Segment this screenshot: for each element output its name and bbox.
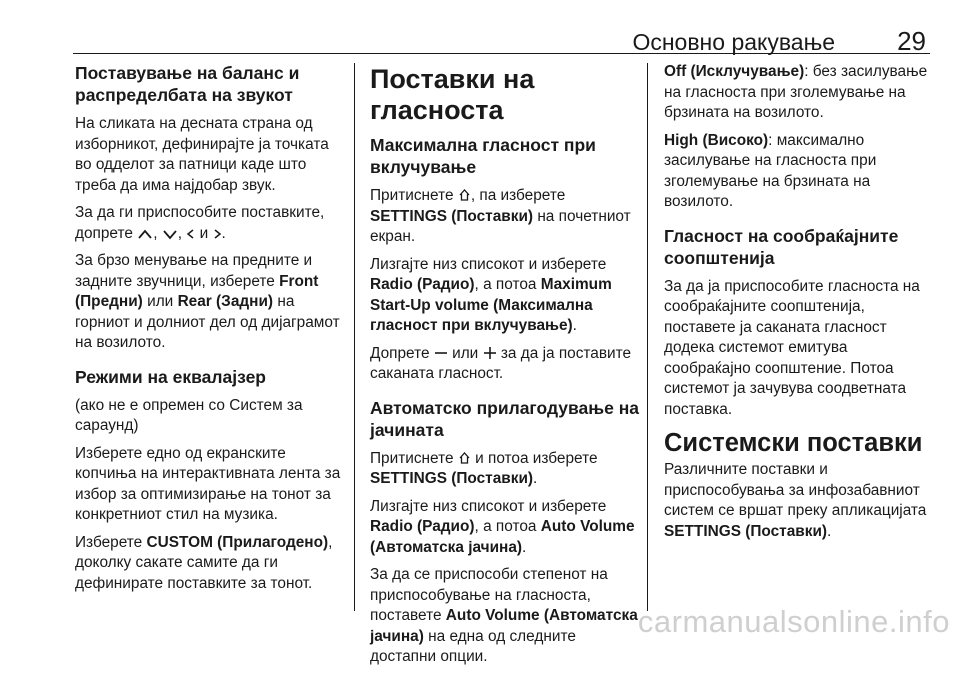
column-1 [75,62,347,601]
paragraph: Off (Исклучување): без засилување на гласноста при зголемување на брзината на возилото. [664,63,928,121]
paragraph: За брзо менување на предните и задните звучници, изберете Front (Предни) или Rear (Задни) на горниот и долниот дел од дијаграмот на возилото. [75,252,340,351]
heading-balance: Поставување на баланс и распределбата на звукот [75,63,300,105]
header-rule [73,53,930,54]
plus-icon [483,346,497,360]
paragraph: Притиснете , па изберете SETTINGS (Поставки) на почетниот екран. [370,187,631,245]
page-number: 29 [897,26,926,56]
paragraph: За да ги приспособите поставките, допрете , , и . [75,204,325,242]
running-title: Основно ракување [632,29,836,55]
paragraph: Изберете едно од екранските копчиња на интерактивната лента за избор за оптимизирање на тонот за конкретниот стил на музика. [75,444,341,523]
heading-traffic-announcements: Гласност на сообраќајните соопштенија [664,225,899,268]
chevron-right-icon [213,228,222,240]
column-2 [370,62,642,675]
column-divider-1 [354,63,355,611]
paragraph: Допрете или за да ја поставите саканата гласност. [370,344,632,382]
paragraph: За да се приспособи степенот на приспособување на гласноста, поставете Auto Volume (Автоматска јачина) на една од следните достапни опции. [370,566,638,665]
watermark: carmanualsonline.info [637,604,950,639]
chevron-left-icon [186,228,195,240]
heading-system-settings: Системски поставки [664,429,923,457]
heading-auto-volume: Автоматско прилагодување на јачината [370,397,640,440]
paragraph: Различните поставки и приспособувања за инфозабавниот систем се вршат преку апликацијата SETTINGS (Поставки). [664,461,927,540]
heading-max-volume: Максимална гласност при вклучување [370,135,596,177]
home-icon [458,451,471,465]
paragraph: (ако не е опремен со Систем за сараунд) [75,396,303,434]
paragraph: Изберете CUSTOM (Прилагодено), доколку сакате самите да ги дефинирате поставките за тонот. [75,533,333,592]
paragraph: За да ја приспособите гласноста на сообраќајните соопштенија, поставете ја саканата гласност додека системот емитува сообраќајно соопштение. Потоа системот ја зачувува соодветната поставка. [664,277,920,418]
column-divider-2 [647,63,648,611]
paragraph: Притиснете и потоа изберете SETTINGS (Поставки). [370,449,598,487]
paragraph: На сликата на десната страна од изборникот, дефинирајте ја точката во одделот за патници каде што треба да има најдобар звук. [75,115,329,194]
heading-equalizer: Режими на еквалајзер [75,366,266,387]
chevron-up-icon [137,228,153,240]
paragraph: Лизгајте низ списокот и изберете Radio (Радио), а потоа Auto Volume (Автоматска јачина). [370,497,635,556]
paragraph: High (Високо): максимално засилување на гласноста при зголемување на брзината на возилото. [664,131,877,210]
paragraph: Лизгајте низ списокот и изберете Radio (Радио), а потоа Maximum Start-Up volume (Максимална гласност при вклучување). [370,255,612,334]
chevron-down-icon [162,228,178,240]
heading-volume-settings: Поставки на гласноста [370,64,535,125]
minus-icon [434,348,448,360]
column-3 [664,62,936,549]
home-icon [458,188,471,202]
